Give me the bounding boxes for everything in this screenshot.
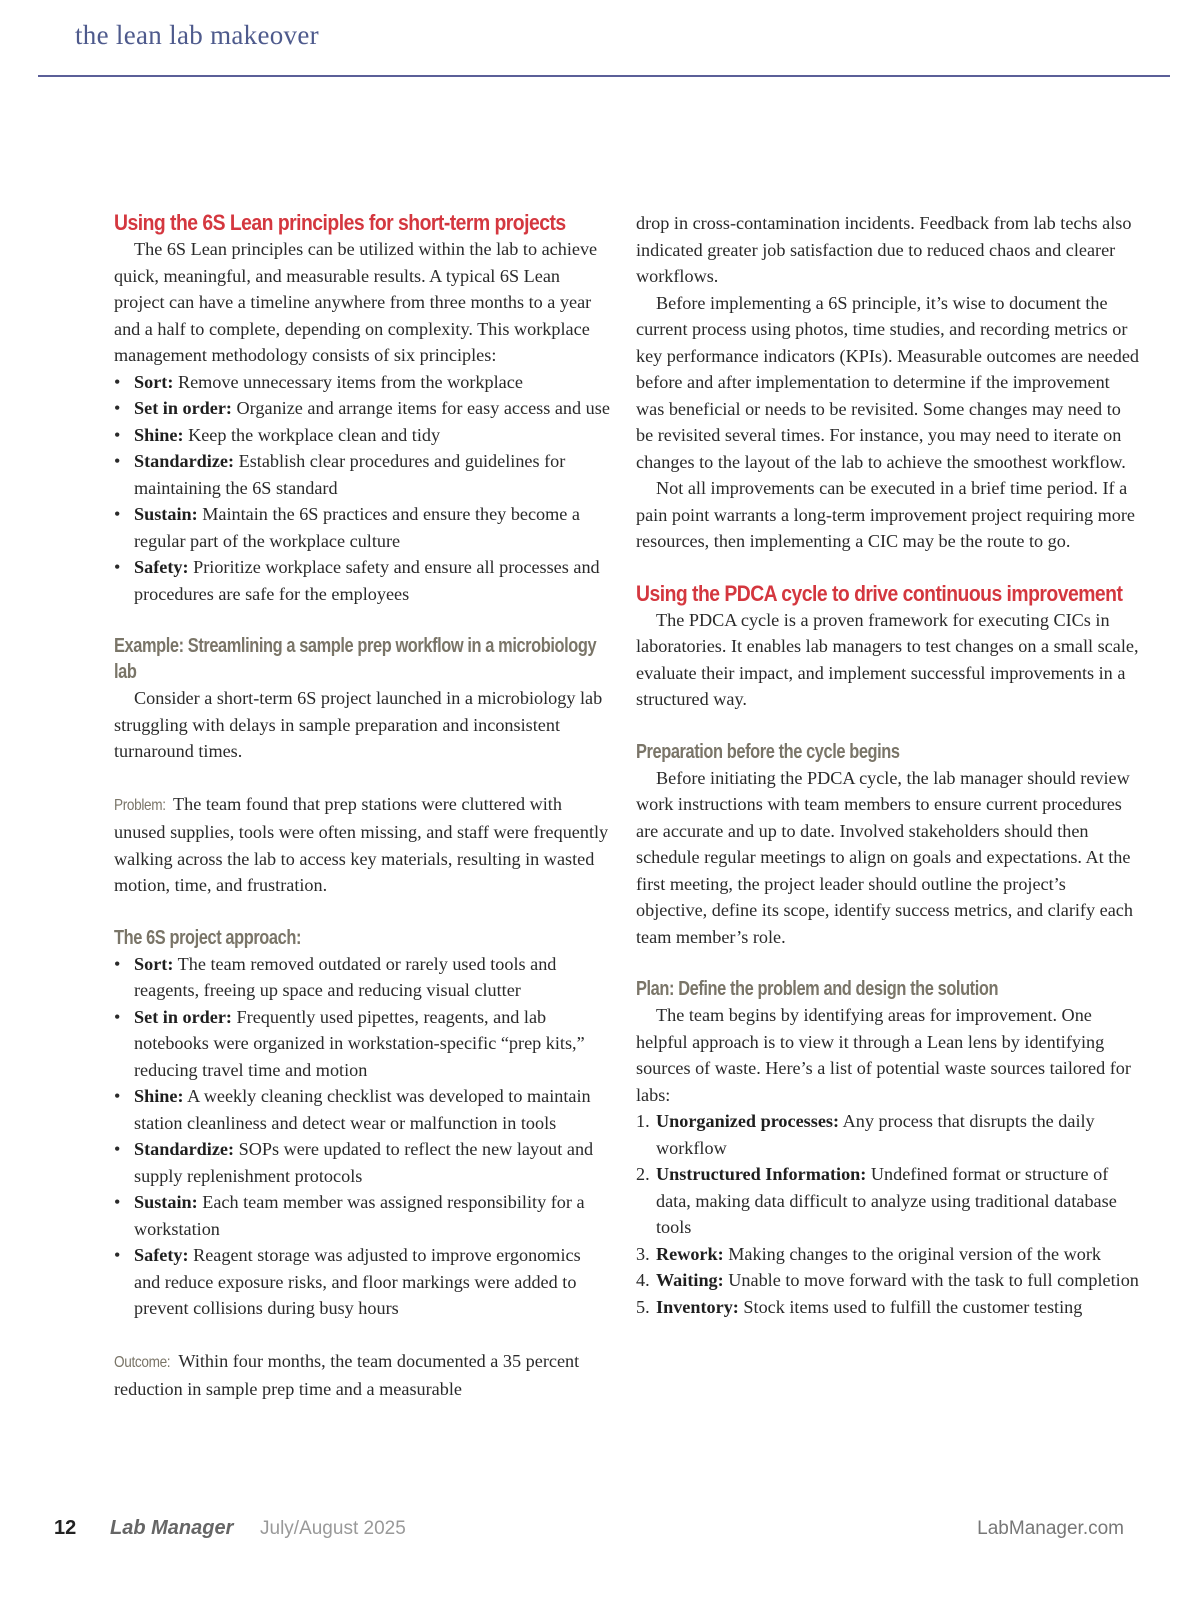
list-item: 5. Inventory: Stock items used to fulfill the customer testing (636, 1296, 1083, 1317)
list-item: • Set in order: Organize and arrange items for easy access and use (114, 395, 610, 422)
list-item: 3. Rework: Making changes to the original version of the work (636, 1243, 1101, 1264)
list-item: • Shine: A weekly cleaning checklist was developed to maintain station cleanliness and detect wear or malfunction in tools (114, 1083, 610, 1136)
running-head-title: the lean lab makeover (75, 20, 319, 50)
list-item: • Safety: Prioritize workplace safety and ensure all processes and procedures are safe for the employees (114, 554, 610, 607)
header-divider (38, 75, 1170, 77)
heading-6s-principles: Using the 6S Lean principles for short-term projects (114, 210, 566, 235)
list-item: 2. Unstructured Information: Undefined format or structure of data, making data difficult to analyze using traditional database tools (636, 1164, 1117, 1237)
magazine-name: Lab Manager (110, 1517, 234, 1539)
issue-date: July/August 2025 (260, 1518, 406, 1539)
principles-list (114, 369, 610, 608)
list-item: • Safety: Reagent storage was adjusted to improve ergonomics and reduce exposure risks, and floor markings were added to prevent collisions during busy hours (114, 1242, 610, 1322)
list-item: • Sustain: Maintain the 6S practices and ensure they become a regular part of the workplace culture (114, 501, 610, 554)
outcome-paragraph: Outcome: Within four months, the team documented a 35 percent reduction in sample prep time and a measurable (114, 1350, 580, 1399)
preparation-paragraph: Before initiating the PDCA cycle, the lab manager should review work instructions with team members to ensure current procedures are accurate and up to date. Involved stakeholders should then schedule regular meetings to align on goals and expectations. At the first meeting, the project leader should outline the project’s objective, define its scope, identify success metrics, and clarify each team member’s role. (636, 767, 1133, 947)
list-item: • Sort: Remove unnecessary items from the workplace (114, 369, 610, 396)
page-footer (38, 1517, 1162, 1547)
list-item: 4. Waiting: Unable to move forward with the task to full completion (636, 1270, 1139, 1290)
website-url: LabManager.com (977, 1518, 1124, 1539)
heading-example: Example: Streamlining a sample prep workflow in a microbiology lab (114, 635, 597, 683)
list-item: 1. Unorganized processes: Any process that disrupts the daily workflow (636, 1111, 1095, 1158)
list-item: • Sustain: Each team member was assigned responsibility for a workstation (114, 1189, 610, 1242)
heading-approach: The 6S project approach: (114, 926, 302, 949)
left-column (114, 210, 610, 1403)
not-all-paragraph: Not all improvements can be executed in a brief time period. If a pain point warrants a long-term improvement project requiring more resources, then implementing a CIC may be the route to go. (636, 478, 1135, 551)
example-paragraph: Consider a short-term 6S project launched in a microbiology lab struggling with delays in sample preparation and inconsistent turnaround times. (114, 688, 603, 761)
outcome-label: Outcome: (114, 1353, 171, 1371)
list-item: • Sort: The team removed outdated or rarely used tools and reagents, freeing up space and reducing visual clutter (114, 951, 610, 1004)
plan-paragraph: The team begins by identifying areas for improvement. One helpful approach is to view it through a Lean lens by identifying sources of waste. Here’s a list of potential waste sources tailored for labs: (636, 1005, 1131, 1105)
approach-list (114, 951, 610, 1322)
right-column (636, 210, 1140, 1320)
list-item: • Shine: Keep the workplace clean and tidy (114, 422, 610, 449)
problem-label: Problem: (114, 796, 166, 814)
list-item: • Set in order: Frequently used pipettes, reagents, and lab notebooks were organized in workstation-specific “prep kits,” reducing travel time and motion (114, 1004, 610, 1084)
continued-paragraph: drop in cross-contamination incidents. Feedback from lab techs also indicated greater job satisfaction due to reduced chaos and clearer workflows. (636, 213, 1132, 286)
intro-paragraph: The 6S Lean principles can be utilized within the lab to achieve quick, meaningful, and measurable results. A typical 6S Lean project can have a timeline anywhere from three months to a year and a half to complete, depending on complexity. This workplace management methodology consists of six principles: (114, 239, 598, 365)
list-item: • Standardize: Establish clear procedures and guidelines for maintaining the 6S standard (114, 448, 610, 501)
pdca-paragraph: The PDCA cycle is a proven framework for executing CICs in laboratories. It enables lab managers to test changes on a small scale, evaluate their impact, and implement successful improvements in a structured way. (636, 609, 1139, 709)
waste-list (636, 1108, 1140, 1320)
problem-paragraph: Problem: The team found that prep stations were cluttered with unused supplies, tools were often missing, and staff were frequently walking across the lab to access key materials, resulting in wasted motion, time, and frustration. (114, 793, 609, 895)
list-item: • Standardize: SOPs were updated to reflect the new layout and supply replenishment protocols (114, 1136, 610, 1189)
heading-preparation: Preparation before the cycle begins (636, 740, 900, 763)
heading-plan: Plan: Define the problem and design the solution (636, 978, 999, 1000)
page-number: 12 (54, 1517, 77, 1539)
document-paragraph: Before implementing a 6S principle, it’s wise to document the current process using photos, time studies, and recording metrics or key performance indicators (KPIs). Measurable outcomes are needed before and after implementation to determine if the improvement was beneficial or needs to be revisited. Some changes may need to be revisited several times. For instance, you may need to iterate on changes to the layout of the lab to achieve the smoothest workflow. (636, 292, 1139, 472)
heading-pdca: Using the PDCA cycle to drive continuous improvement (636, 580, 1123, 606)
